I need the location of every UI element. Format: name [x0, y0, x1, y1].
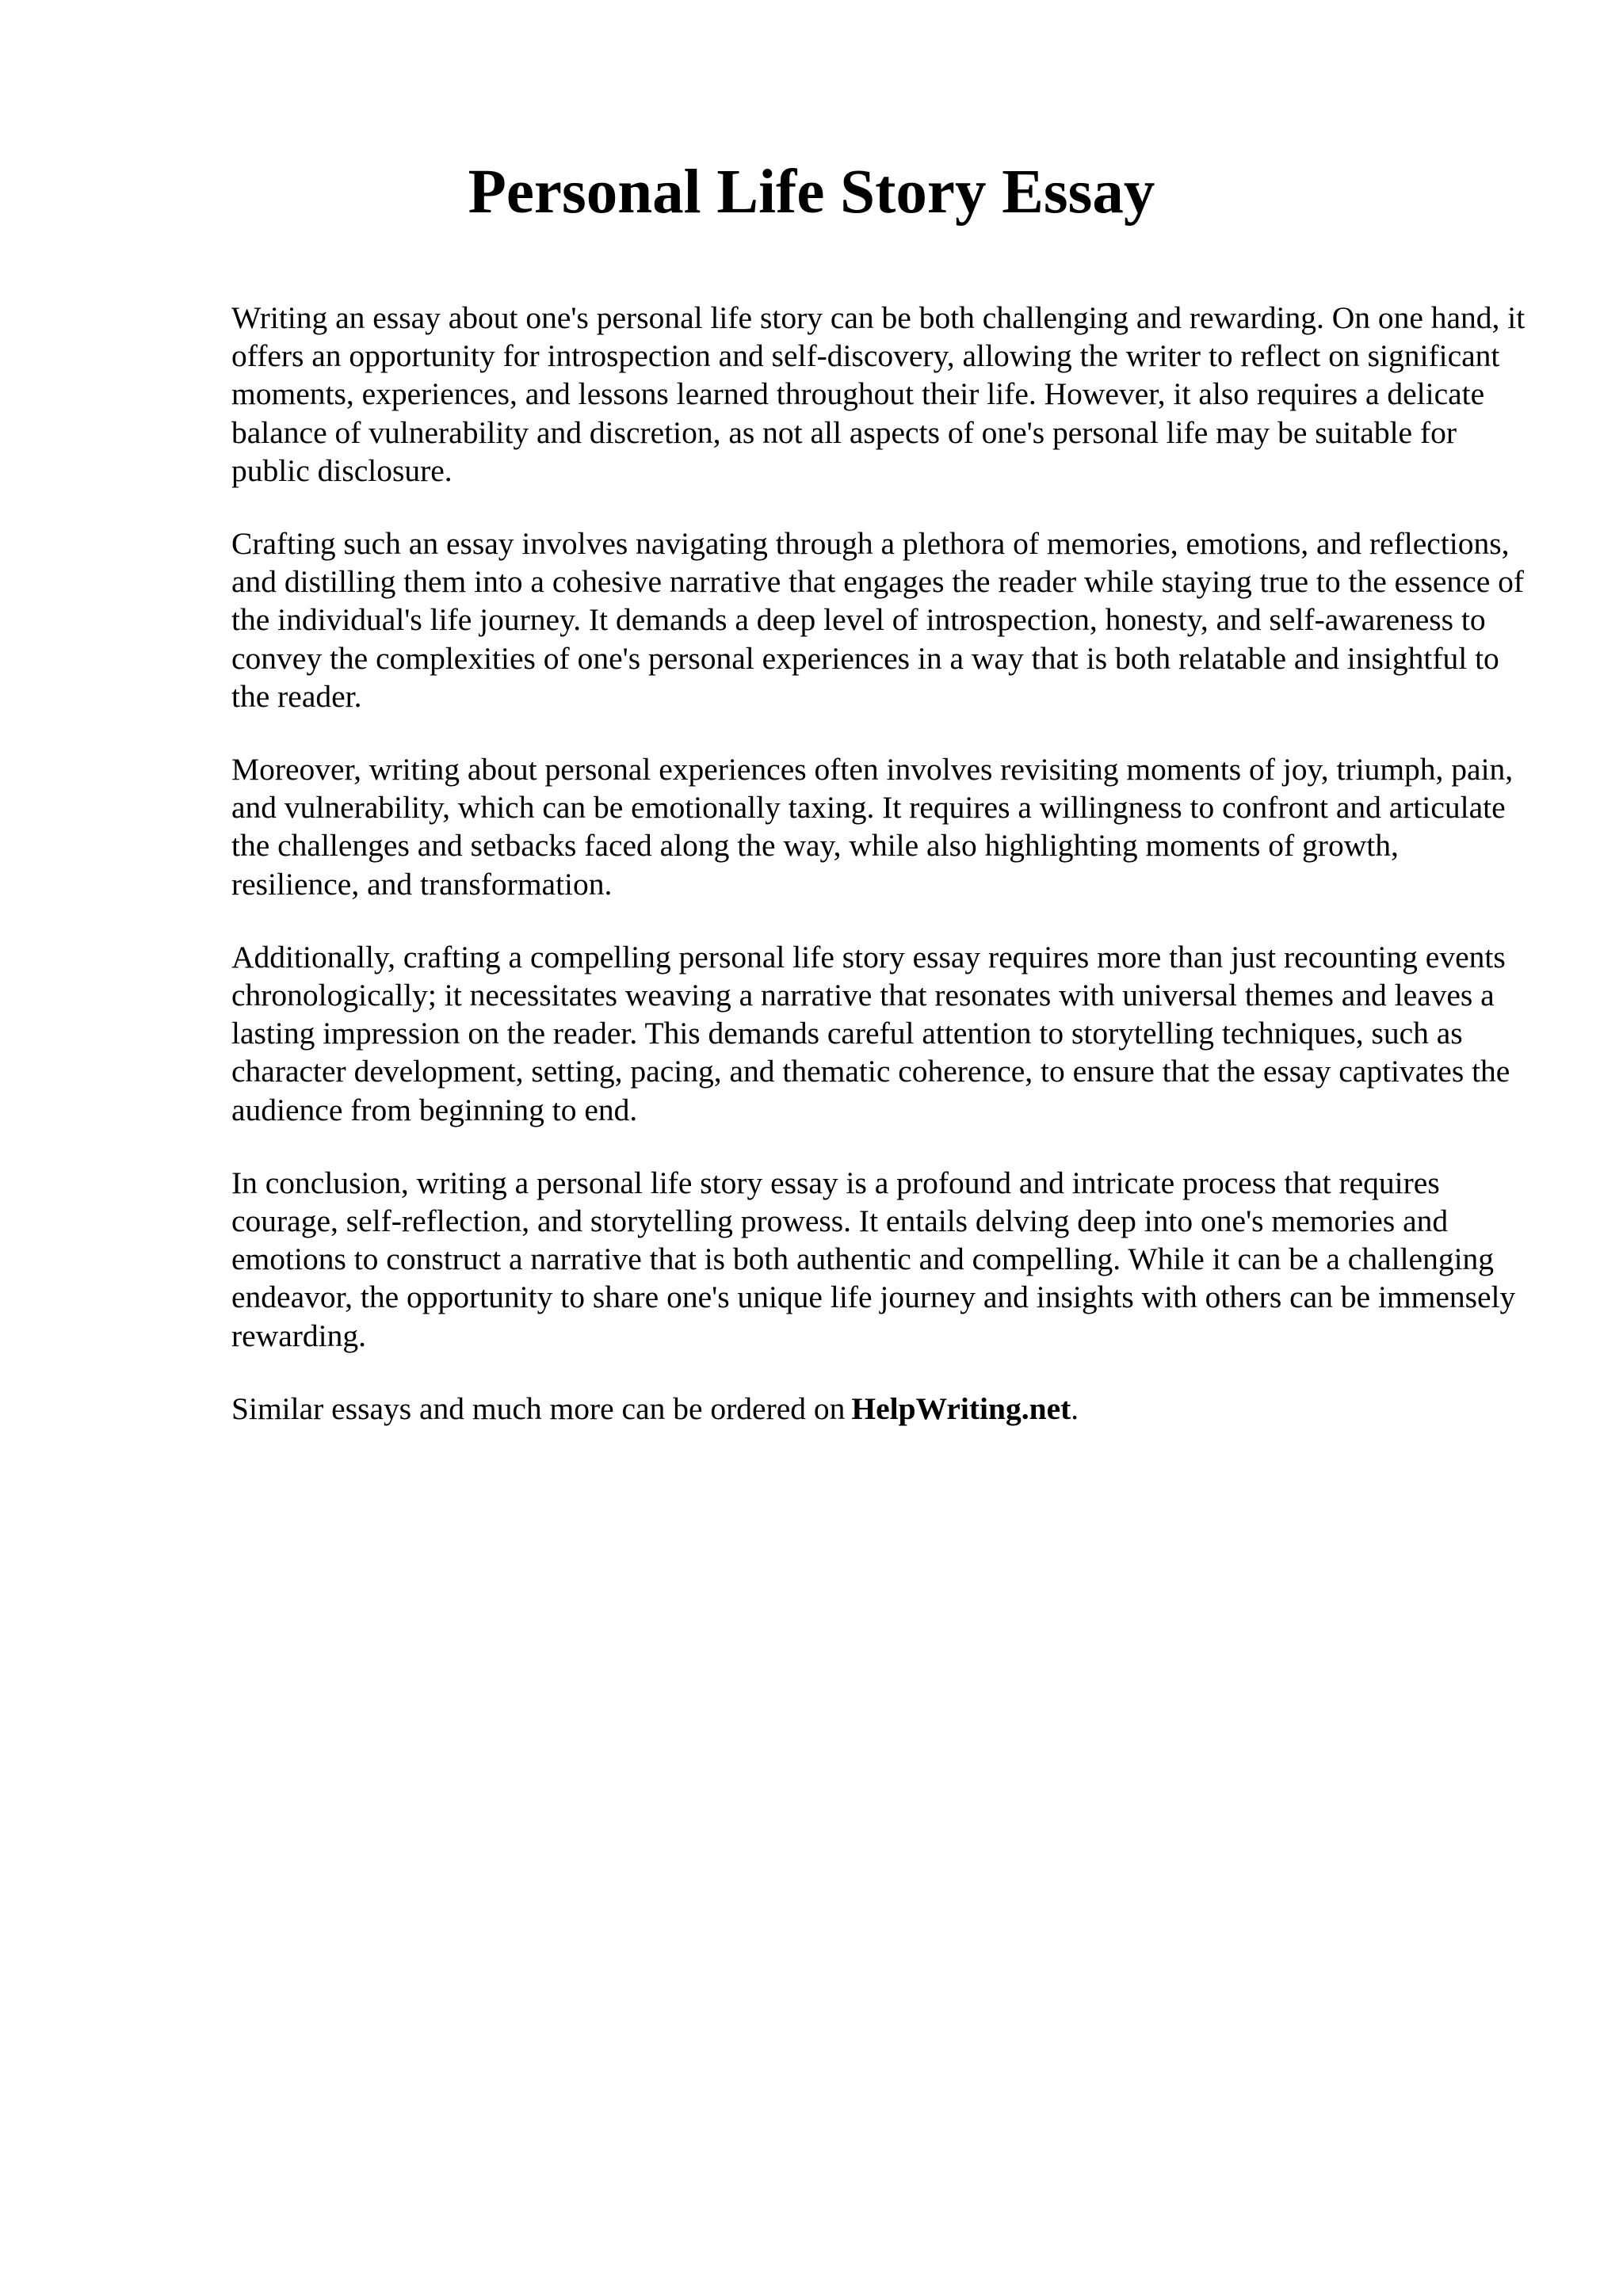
- closing-line: [231, 1390, 1531, 1428]
- closing-period: .: [1071, 1390, 1079, 1426]
- paragraph-5: In conclusion, writing a personal life story essay is a profound and intricate process that requires courage, self-reflection, and storytelling prowess. It entails delving deep into one's memories and emotions to construct a narrative that is both authentic and compelling. While it can be a challenging endeavor, the opportunity to share one's unique life journey and insights with others can be immensely rewarding.: [231, 1165, 1516, 1353]
- brand-name: HelpWriting.net: [851, 1390, 1071, 1426]
- paragraph-1: Writing an essay about one's personal life story can be both challenging and rewarding. On one hand, it offers an opportunity for introspection and self-discovery, allowing the writer to reflect on significant moments, experiences, and lessons learned throughout their life. However, it also requires a delicate balance of vulnerability and discretion, as not all aspects of one's personal life may be suitable for public disclosure.: [231, 300, 1526, 488]
- page-title: Personal Life Story Essay: [468, 158, 1155, 227]
- essay-body: [231, 299, 1531, 1428]
- paragraph-3: Moreover, writing about personal experiences often involves revisiting moments of joy, triumph, pain, and vulnerability, which can be emotionally taxing. It requires a willingness to confront and articulate the challenges and setbacks faced along the way, while also highlighting moments of growth, resilience, and transformation.: [231, 752, 1514, 902]
- paragraph-4: Additionally, crafting a compelling personal life story essay requires more than just recounting events chronologically; it necessitates weaving a narrative that resonates with universal themes and leaves a lasting impression on the reader. This demands careful attention to storytelling techniques, such as character development, setting, pacing, and thematic coherence, to ensure that the essay captivates the audience from beginning to end.: [231, 939, 1510, 1127]
- closing-text: Similar essays and much more can be ordered on: [231, 1390, 846, 1426]
- paragraph-2: Crafting such an essay involves navigating through a plethora of memories, emotions, and reflections, and distilling them into a cohesive narrative that engages the reader while staying true to the essence of the individual's life journey. It demands a deep level of introspection, honesty, and self-awareness to convey the complexities of one's personal experiences in a way that is both relatable and insightful to the reader.: [231, 526, 1525, 714]
